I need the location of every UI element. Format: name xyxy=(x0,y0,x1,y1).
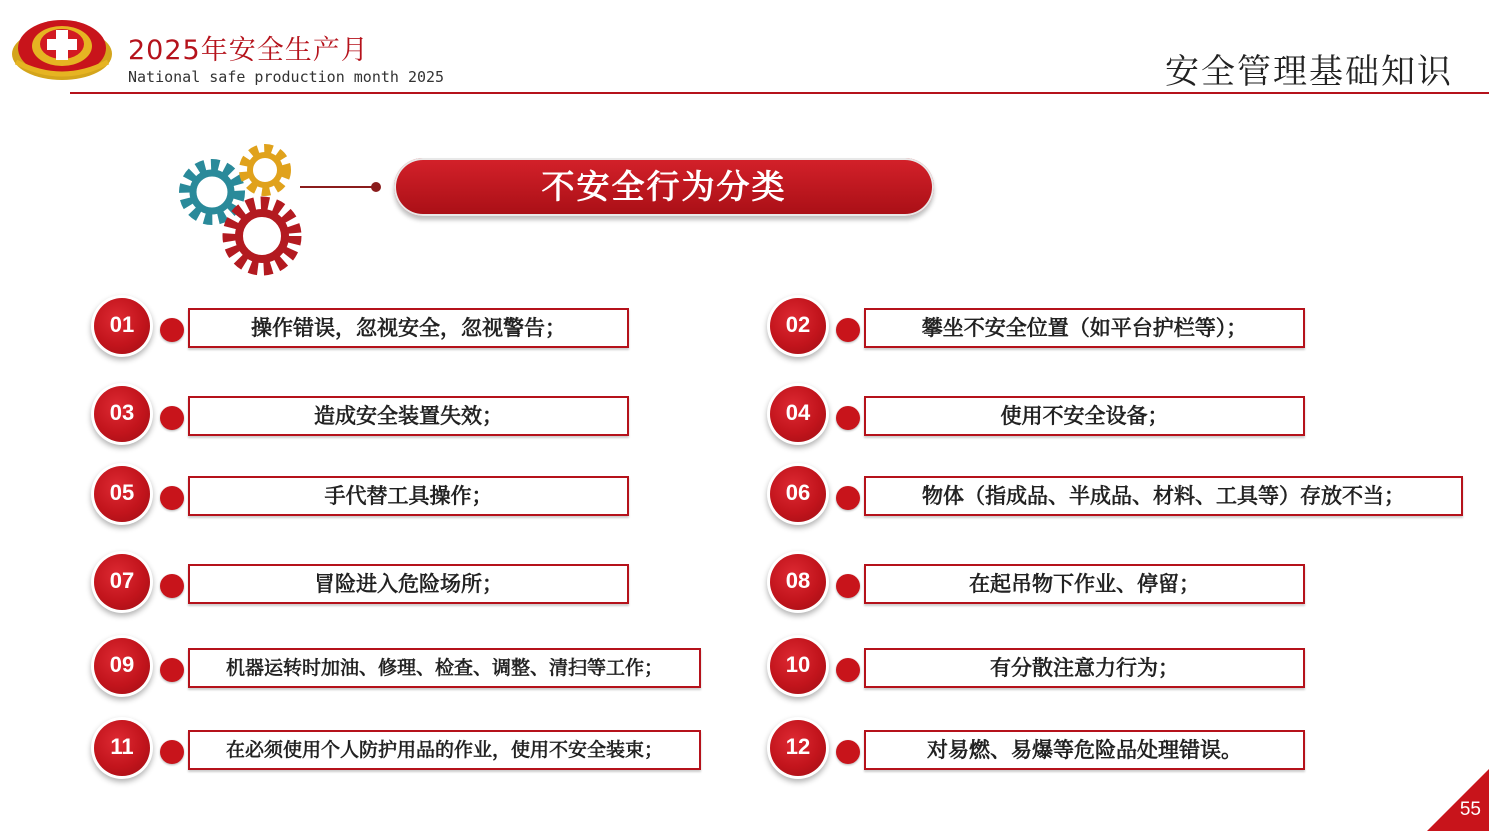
item-text: 物体（指成品、半成品、材料、工具等）存放不当； xyxy=(864,476,1463,516)
item-number-badge: 01 xyxy=(94,298,150,354)
item-number-badge: 11 xyxy=(94,720,150,776)
bullet-dot xyxy=(160,574,184,598)
item-text: 对易燃、易爆等危险品处理错误。 xyxy=(864,730,1305,770)
item-text: 在起吊物下作业、停留； xyxy=(864,564,1305,604)
header-divider xyxy=(70,92,1489,94)
item-text: 操作错误，忽视安全，忽视警告； xyxy=(188,308,629,348)
item-text: 使用不安全设备； xyxy=(864,396,1305,436)
page-number: 55 xyxy=(1459,799,1481,820)
bullet-dot xyxy=(836,406,860,430)
bullet-dot xyxy=(160,406,184,430)
item-number-badge: 04 xyxy=(770,386,826,442)
bullet-dot xyxy=(160,740,184,764)
section-banner: 不安全行为分类 xyxy=(394,158,934,216)
item-number-badge: 05 xyxy=(94,466,150,522)
banner-connector xyxy=(300,186,376,188)
item-number-badge: 09 xyxy=(94,638,150,694)
item-number-badge: 08 xyxy=(770,554,826,610)
item-number-badge: 07 xyxy=(94,554,150,610)
bullet-dot xyxy=(836,318,860,342)
item-number-badge: 02 xyxy=(770,298,826,354)
bullet-dot xyxy=(160,658,184,682)
item-number-badge: 06 xyxy=(770,466,826,522)
bullet-dot xyxy=(836,486,860,510)
item-text: 有分散注意力行为； xyxy=(864,648,1305,688)
brand-subtitle: National safe production month 2025 xyxy=(128,68,445,86)
bullet-dot xyxy=(160,486,184,510)
item-number-badge: 03 xyxy=(94,386,150,442)
safety-emblem-icon xyxy=(10,10,114,82)
item-number-badge: 12 xyxy=(770,720,826,776)
bullet-dot xyxy=(836,740,860,764)
bullet-dot xyxy=(160,318,184,342)
banner-connector-dot xyxy=(371,182,381,192)
bullet-dot xyxy=(836,574,860,598)
bullet-dot xyxy=(836,658,860,682)
item-text: 攀坐不安全位置（如平台护栏等）； xyxy=(864,308,1305,348)
item-text: 手代替工具操作； xyxy=(188,476,629,516)
item-number-badge: 10 xyxy=(770,638,826,694)
item-text: 冒险进入危险场所； xyxy=(188,564,629,604)
brand-title: 2025年安全生产月 xyxy=(128,35,369,66)
gears-icon xyxy=(172,140,312,280)
item-text: 机器运转时加油、修理、检查、调整、清扫等工作； xyxy=(188,648,701,688)
page-title: 安全管理基础知识 xyxy=(1165,52,1453,92)
item-text: 在必须使用个人防护用品的作业，使用不安全装束； xyxy=(188,730,701,770)
item-text: 造成安全装置失效； xyxy=(188,396,629,436)
